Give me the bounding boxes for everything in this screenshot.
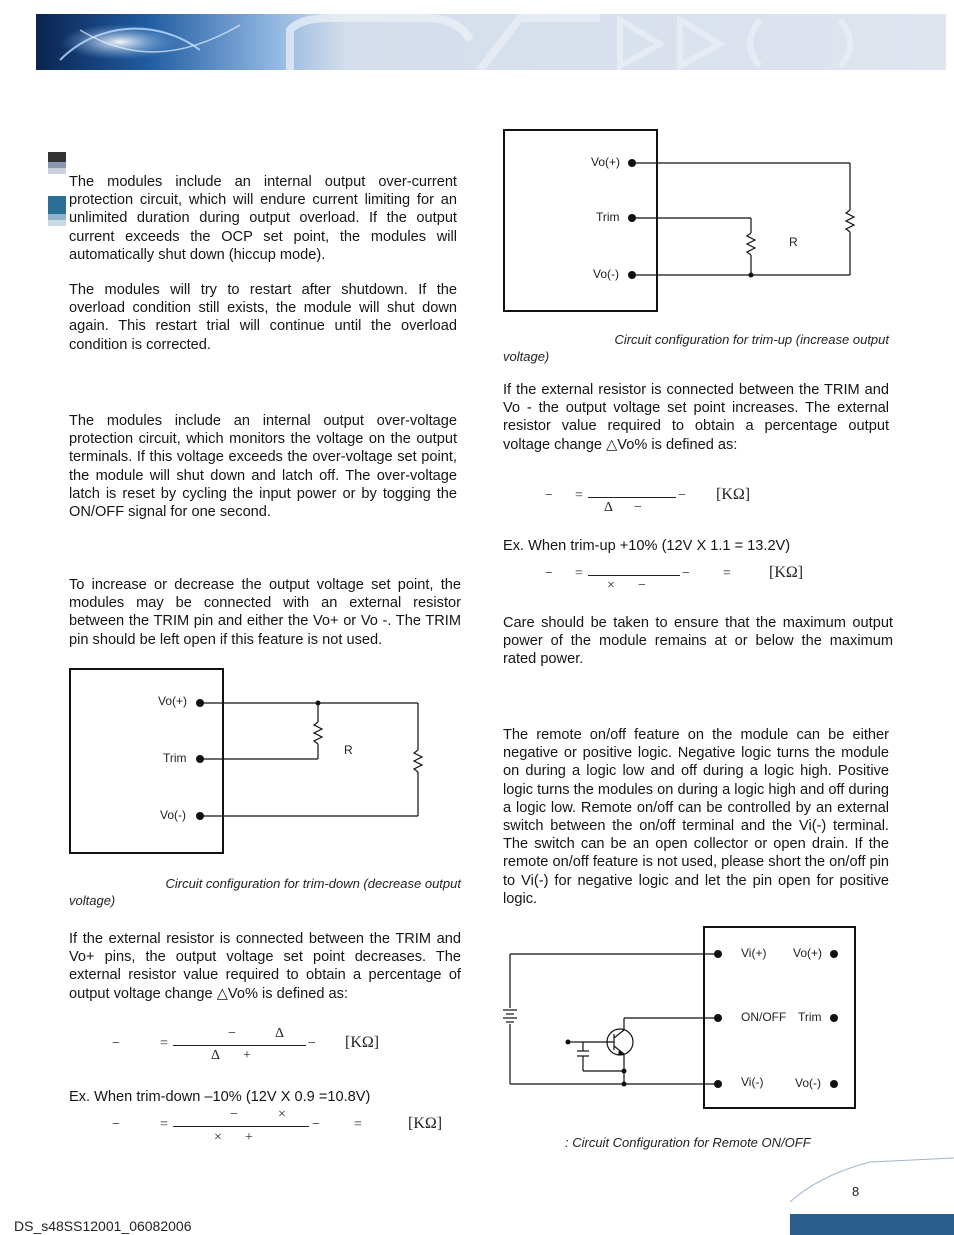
delta-symbol: △ [606,436,618,453]
label-resistor: R [344,743,353,757]
remote-onoff-caption: : Circuit Configuration for Remote ON/OFF [565,1135,811,1150]
trim-down-example: Ex. When trim-down –10% (12V X 0.9 =10.8V) [69,1089,371,1105]
trim-up-paragraph: If the external resistor is connected between the TRIM and Vo - the output voltage set point increases. The external resistor value required to obtain a percentage output voltage change △Vo% is defined as: [503,382,889,453]
label-vo-minus: Vo(-) [160,808,187,822]
label-vi-plus: Vi(+) [741,946,767,960]
remote-onoff-paragraph: The remote on/off feature on the module can be either negative or positive logic. Negative logic turns the module on during a logic low and off during a logic high. Positive logic turns the modules on during a logic high and off during a logic low. Remote on/off can be controlled by an external switch between the on/off terminal and the Vi(-) terminal. The switch can be an open collector or open drain. If the remote on/off feature is not used, please short the on/off pin to Vi(-) for negative logic and let the pin open for positive logic. [503,727,889,907]
trim-down-paragraph: If the external resistor is connected between the TRIM and Vo+ pins, the output voltage set point decreases. The external resistor value required to obtain a percentage of output voltage change △Vo% is defined as: [69,931,461,1002]
label-vo-plus: Vo(+) [591,155,621,169]
document-id: DS_s48SS12001_06082006 [14,1218,192,1234]
label-onoff: ON/OFF [741,1010,787,1024]
delta-symbol: △ [216,985,228,1002]
ocp-paragraph-1: The modules include an internal output over-current protection circuit, which will endure current limiting for an unlimited duration during output overload. If the output current exceeds the OCP set point, the modules will automatically shut down (hiccup mode). [69,174,457,263]
care-paragraph: Care should be taken to ensure that the maximum output power of the module remains at or below the maximum rated power. [503,615,893,668]
label-vo-minus: Vo(-) [795,1076,822,1090]
ocp-paragraph-2: The modules will try to restart after shutdown. If the overload condition still exists, the module will shut down again. This restart trial will continue until the overload condition is corrected. [69,282,457,353]
label-vi-minus: Vi(-) [741,1075,764,1089]
label-vo-plus: Vo(+) [158,694,188,708]
trim-up-caption: Circuit configuration for trim-up (increase output voltage) [503,332,889,364]
trim-down-caption: Circuit configuration for trim-down (decrease output voltage) [69,876,461,908]
label-trim: Trim [163,751,187,765]
label-trim: Trim [596,210,620,224]
label-resistor: R [789,235,798,249]
trim-paragraph: To increase or decrease the output voltage set point, the modules may be connected with an external resistor between the TRIM pin and either the Vo+ or Vo -. The TRIM pin should be left open if this feature is not used. [69,577,461,648]
label-vo-minus: Vo(-) [593,267,620,281]
trim-up-example: Ex. When trim-up +10% (12V X 1.1 = 13.2V) [503,538,791,554]
ovp-paragraph: The modules include an internal output over-voltage protection circuit, which monitors the voltage on the output terminals. If this voltage exceeds the over-voltage set point, the module will shut down and latch off. The over-voltage latch is reset by cycling the input power or by togging the ON/OFF signal for one second. [69,413,457,521]
label-trim: Trim [798,1010,822,1024]
page-number: 8 [852,1184,860,1199]
label-vo-plus: Vo(+) [793,946,823,960]
